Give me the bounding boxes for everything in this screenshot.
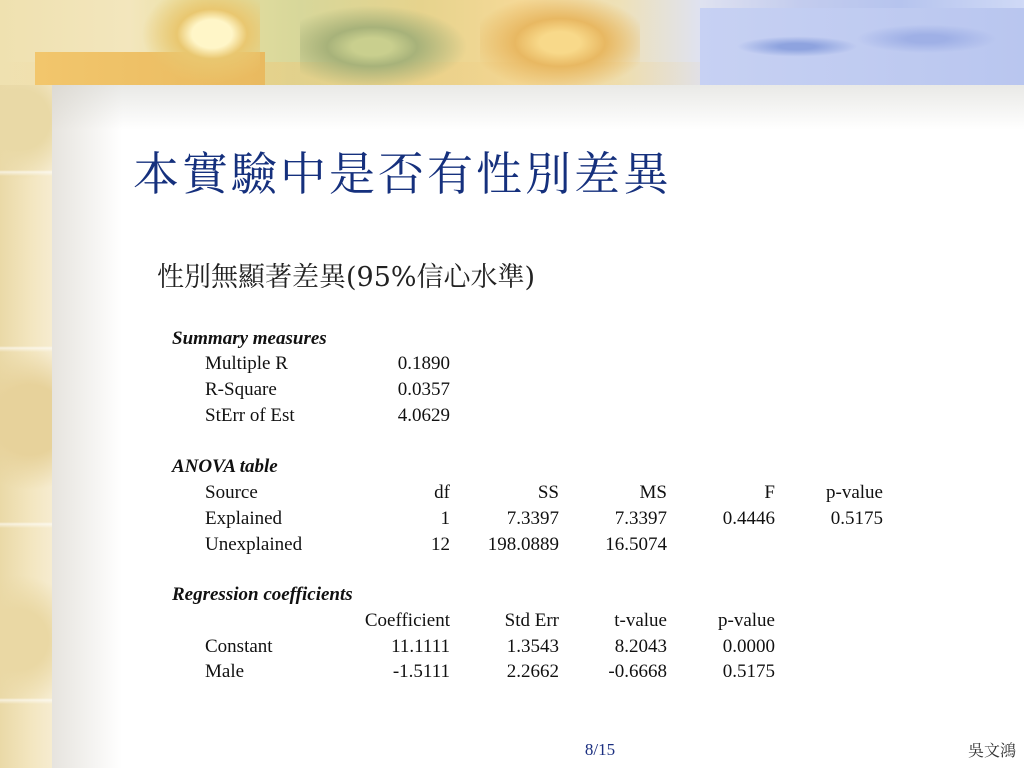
- anova-column-header: p-value: [826, 482, 883, 503]
- slide-title: 本實驗中是否有性別差異: [133, 147, 672, 201]
- anova-column-header: SS: [537, 482, 559, 503]
- anova-column-header: F: [764, 482, 775, 503]
- anova-cell: Unexplained: [205, 534, 303, 555]
- regression-cell: -1.5111: [392, 661, 450, 682]
- summary-value: 4.0629: [397, 405, 450, 426]
- anova-column-header: Source: [205, 482, 258, 503]
- regression-cell: Male: [205, 661, 245, 682]
- anova-cell: 7.3397: [614, 508, 667, 529]
- regression-column-header: Std Err: [504, 610, 559, 631]
- regression-cell: 0.0000: [722, 636, 775, 657]
- slide-subtitle: 性別無顯著差異(95%信心水準): [157, 262, 536, 293]
- summary-label: StErr of Est: [205, 405, 295, 426]
- summary-label: R-Square: [205, 379, 277, 400]
- regression-cell: 2.2662: [506, 661, 559, 682]
- regression-column-header: p-value: [718, 610, 775, 631]
- anova-cell: 0.5175: [830, 508, 883, 529]
- regression-cell: 1.3543: [506, 636, 559, 657]
- summary-label: Multiple R: [205, 353, 288, 374]
- summary-header: Summary measures: [172, 328, 327, 349]
- author-name: 吳文鴻: [967, 741, 1016, 760]
- regression-header: Regression coefficients: [172, 584, 353, 605]
- regression-column-header: Coefficient: [364, 610, 450, 631]
- anova-cell: 16.5074: [605, 534, 667, 555]
- regression-cell: Constant: [205, 636, 273, 657]
- anova-column-header: df: [434, 482, 450, 503]
- page-number: 8/15: [584, 740, 616, 759]
- regression-column-header: t-value: [614, 610, 667, 631]
- anova-cell: 7.3397: [506, 508, 559, 529]
- summary-value: 0.1890: [397, 353, 450, 374]
- anova-column-header: MS: [639, 482, 667, 503]
- anova-cell: 1: [440, 508, 450, 529]
- anova-cell: 0.4446: [722, 508, 775, 529]
- regression-cell: -0.6668: [608, 661, 667, 682]
- regression-cell: 11.1111: [391, 636, 450, 657]
- anova-cell: Explained: [205, 508, 283, 529]
- summary-value: 0.0357: [397, 379, 450, 400]
- regression-cell: 8.2043: [614, 636, 667, 657]
- anova-cell: 12: [431, 534, 450, 555]
- anova-header: ANOVA table: [172, 456, 278, 477]
- regression-cell: 0.5175: [722, 661, 775, 682]
- anova-cell: 198.0889: [487, 534, 559, 555]
